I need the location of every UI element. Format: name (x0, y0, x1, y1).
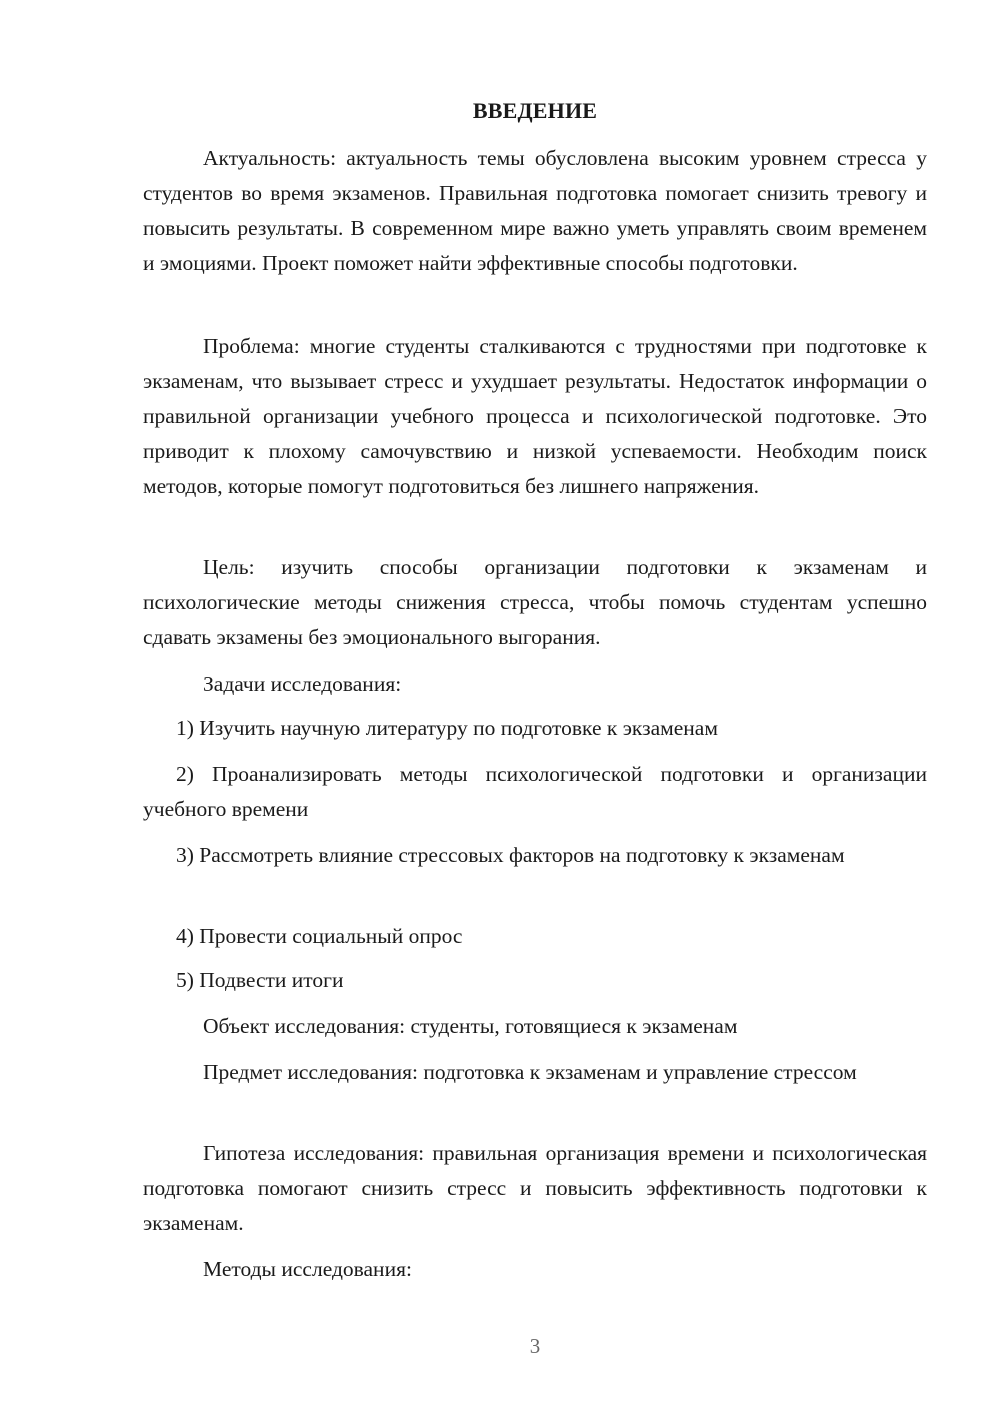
paragraph-object: Объект исследования: студенты, готовящиеся к экзаменам (203, 1014, 738, 1038)
paragraph-subject: Предмет исследования: подготовка к экзаменам и управление стрессом (203, 1060, 857, 1084)
paragraph-problem: Проблема: многие студенты сталкиваются с трудностями при подготовке к экзаменам, что вызывает стресс и ухудшает результаты. Недостаток информации о правильной организации учебного процесса и психологической подготовке. Это приводит к плохому самочувствию и низкой успеваемости. Необходим поиск методов, которые помогут подготовиться без лишнего напряжения. (143, 334, 927, 498)
section-title: ВВЕДЕНИЕ (472, 98, 598, 123)
methods-heading: Методы исследования: (203, 1257, 412, 1281)
tasks-heading: Задачи исследования: (203, 672, 402, 696)
task-item-3: 3) Рассмотреть влияние стрессовых факторов на подготовку к экзаменам (176, 843, 845, 867)
page-number: 3 (529, 1334, 541, 1358)
paragraph-goal: Цель: изучить способы организации подготовки к экзаменам и психологические методы снижения стресса, чтобы помочь студентам успешно сдавать экзамены без эмоционального выгорания. (143, 555, 927, 649)
task-item-5: 5) Подвести итоги (176, 968, 344, 992)
task-item-4: 4) Провести социальный опрос (176, 924, 463, 948)
paragraph-relevance: Актуальность: актуальность темы обусловлена высоким уровнем стресса у студентов во время экзаменов. Правильная подготовка помогает снизить тревогу и повысить результаты. В современном мире важно уметь управлять своим временем и эмоциями. Проект поможет найти эффективные способы подготовки. (143, 146, 927, 275)
task-item-1: 1) Изучить научную литературу по подготовке к экзаменам (176, 716, 718, 740)
document-page (143, 0, 927, 1414)
paragraph-hypothesis: Гипотеза исследования: правильная организация времени и психологическая подготовка помогают снизить стресс и повысить эффективность подготовки к экзаменам. (143, 1141, 927, 1235)
task-item-2: 2) Проанализировать методы психологической подготовки и организации учебного времени (143, 762, 927, 821)
